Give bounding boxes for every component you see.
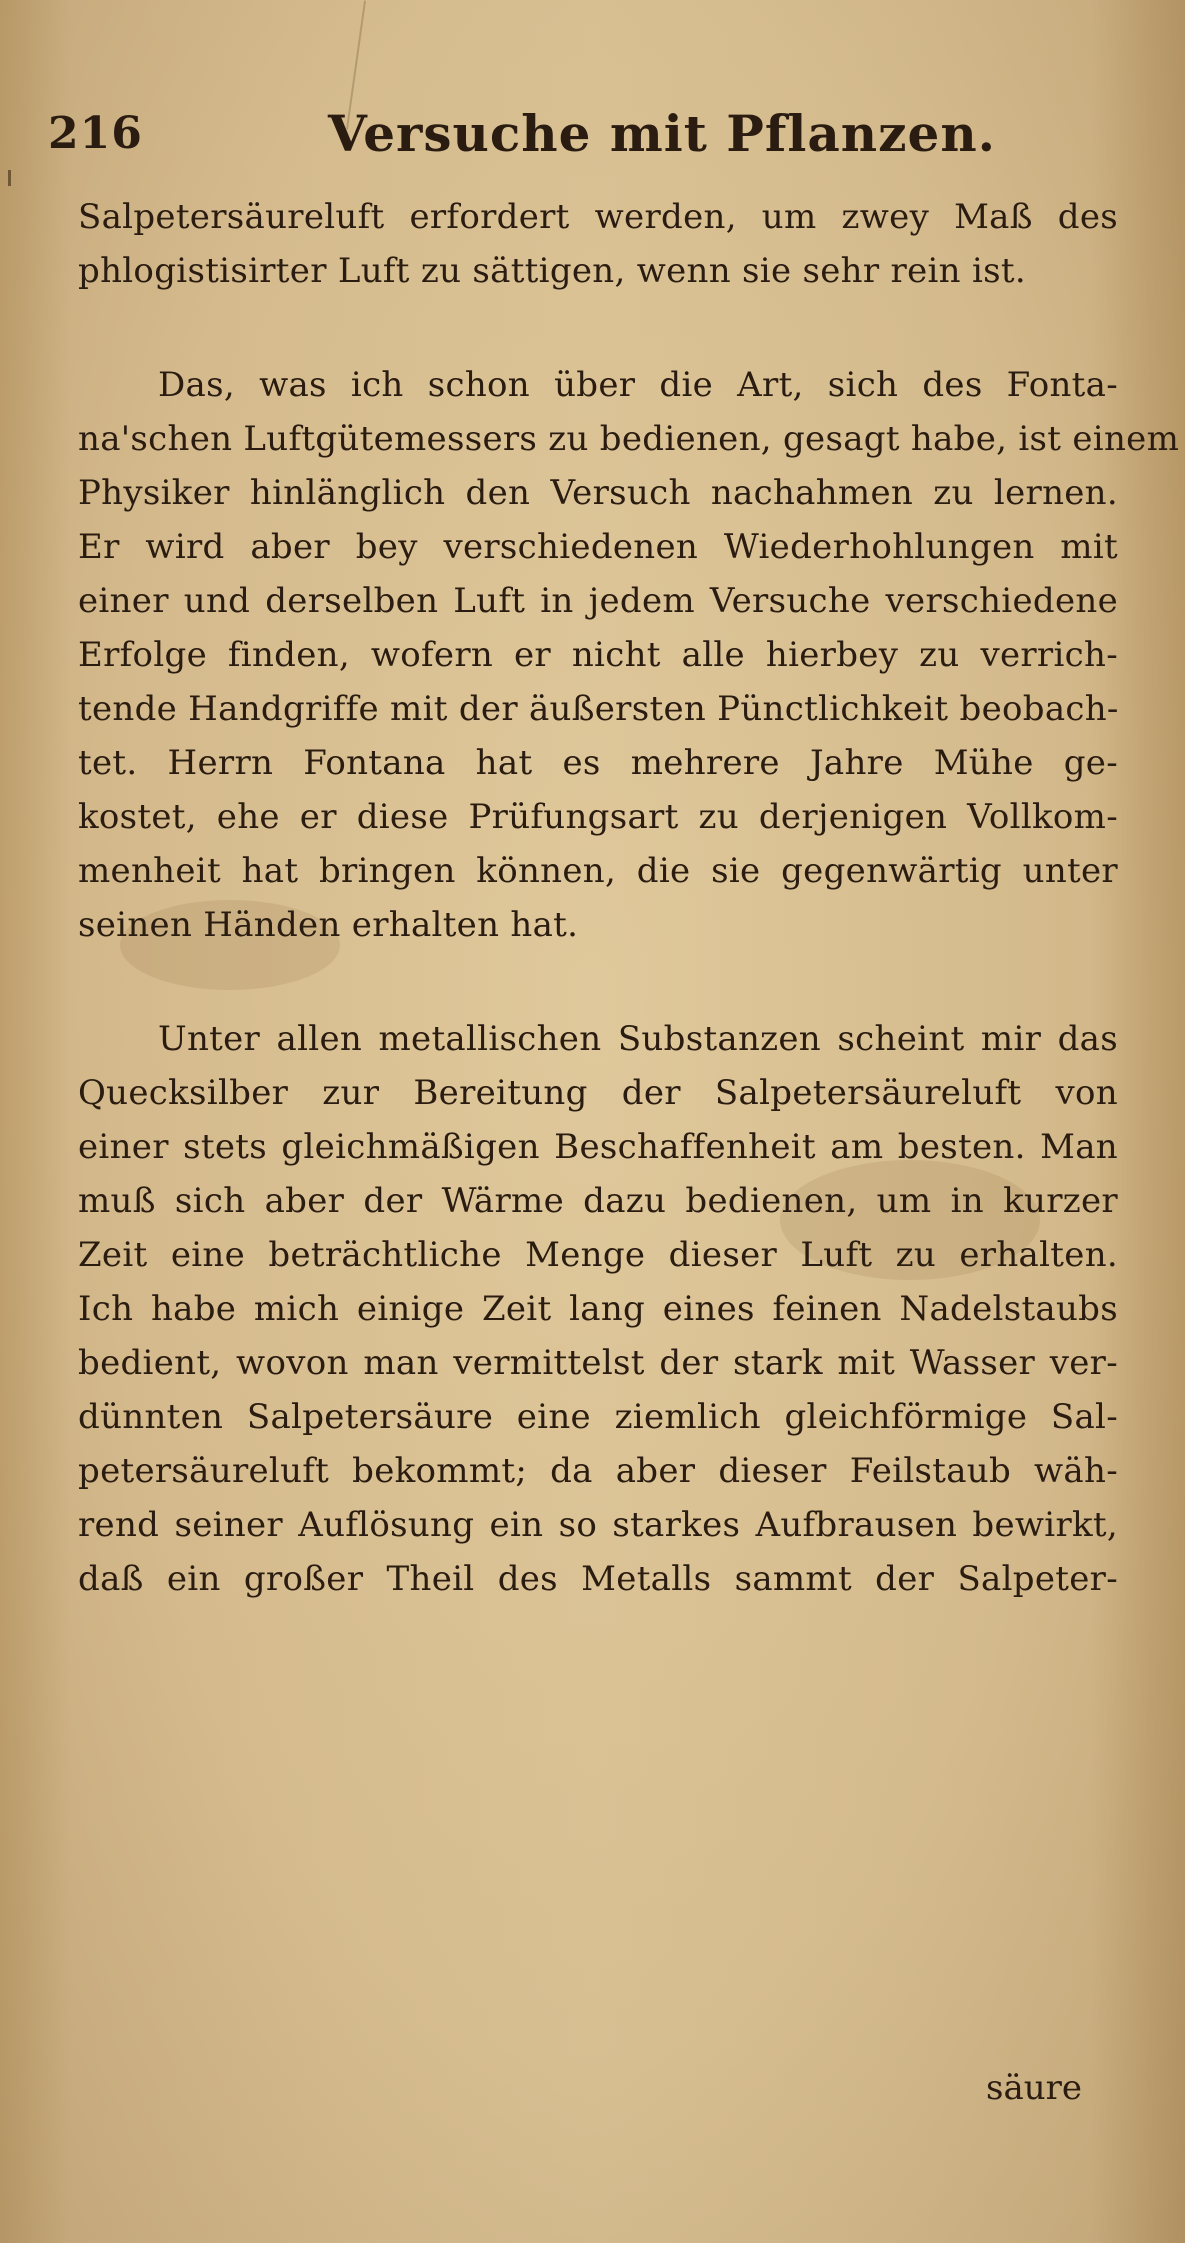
text-line: einer und derselben Luft in jedem Versuche verschiedene [78,581,1118,621]
text-line: tet. Herrn Fontana hat es mehrere Jahre Mühe ge- [78,743,1118,783]
text-line: muß sich aber der Wärme dazu bedienen, um in kurzer [78,1181,1118,1221]
text-line: kostet, ehe er diese Prüfungsart zu derjenigen Vollkom- [78,797,1118,837]
text-line: na'schen Luftgütemessers zu bedienen, gesagt habe, ist einem [78,419,1180,459]
text-line: Unter allen metallischen Substanzen scheint mir das [158,1019,1118,1059]
text-line: Zeit eine beträchtliche Menge dieser Luft zu erhalten. [78,1235,1118,1275]
text-line: bedient, wovon man vermittelst der stark mit Wasser ver- [78,1343,1118,1383]
margin-mark [8,170,11,186]
text-line: Ich habe mich einige Zeit lang eines feinen Nadelstaubs [78,1289,1118,1329]
text-line: rend seiner Auflösung ein so starkes Aufbrausen bewirkt, [78,1505,1118,1545]
text-line: menheit hat bringen können, die sie gegenwärtig unter [78,851,1118,891]
text-line: daß ein großer Theil des Metalls sammt der Salpeter- [78,1559,1118,1599]
text-line: Quecksilber zur Bereitung der Salpetersäureluft von [78,1073,1118,1113]
text-line: Salpetersäureluft erfordert werden, um zwey Maß des [78,197,1118,237]
text-line: seinen Händen erhalten hat. [78,905,579,945]
text-line: petersäureluft bekommt; da aber dieser Feilstaub wäh- [78,1451,1118,1491]
body-text [78,190,1180,1606]
text-line: phlogistisirter Luft zu sättigen, wenn sie sehr rein ist. [78,251,1026,291]
paragraph-gap [78,952,1118,1012]
text-line: einer stets gleichmäßigen Beschaffenheit am besten. Man [78,1127,1118,1167]
text-line: Das, was ich schon über die Art, sich des Fonta- [158,365,1118,405]
page-header [48,100,1128,170]
text-line: Physiker hinlänglich den Versuch nachahmen zu lernen. [78,473,1118,513]
page-number: 216 [48,108,143,159]
running-title: Versuche mit Pflanzen. [328,104,997,163]
catchword: säure [986,2068,1082,2108]
paragraph-gap [78,298,1118,358]
text-line: tende Handgriffe mit der äußersten Pünctlichkeit beobach- [78,689,1119,729]
text-line: Erfolge finden, wofern er nicht alle hierbey zu verrich- [78,635,1118,675]
text-line: Er wird aber bey verschiedenen Wiederhohlungen mit [78,527,1118,567]
text-line: dünnten Salpetersäure eine ziemlich gleichförmige Sal- [78,1397,1118,1437]
